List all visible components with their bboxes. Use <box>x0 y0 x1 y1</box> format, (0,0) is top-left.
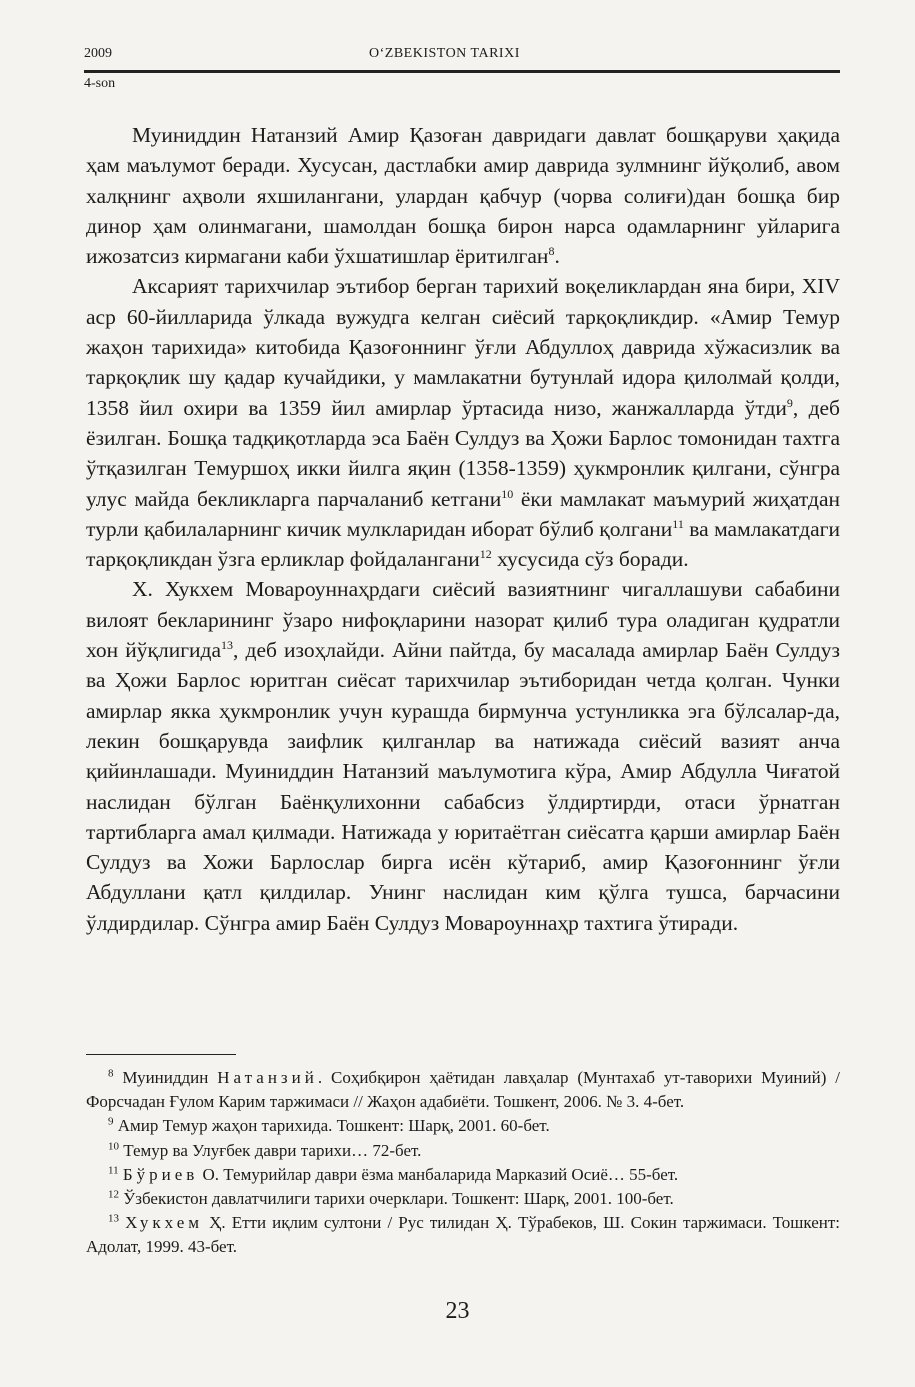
footnote-text: Амир Темур жаҳон тарихида. Тошкент: Шарқ, 2001. 60-бет. <box>117 1116 550 1136</box>
footnote-ref: 10 <box>501 486 514 501</box>
footnote-10 <box>86 1139 840 1163</box>
footnote-author-spaced: Бўриев <box>122 1164 199 1184</box>
footnote-ref: 8 <box>548 244 555 259</box>
footnote-ref: 13 <box>221 637 234 652</box>
footnote-author: Муиниддин <box>122 1068 209 1087</box>
paragraph-text: , деб изоҳлайди. Айни пайтда, бу масалада амирлар Баён Сулдуз ва Ҳожи Барлос юритган сиёсат тарихчилар эътиборидан четда қолган. Чунки амирлар якка ҳукмронлик учун курашда бирмунча устунликка эга бўлсалар-да, лекин бошқарувда заифлик қилганлар ва натижада сиёсий вазият анча қийинлашади. Муиниддин Натанзий маълумотига кўра, Амир Абдулла Чиғатой наслидан бўлган Баёнқулихонни сабабсиз ўлдиртирди, отаси ўрнатган тартибларга амал қилмади. Натижада у юритаётган сиёсатга қарши амирлар Баён Сулдуз ва Хожи Барлослар бирга исён кўтариб, амир Қазоғоннинг ўғли Абдуллани қатл қилдилар. Унинг наслидан ким қўлга тушса, барчасини ўлдирдилар. Сўнгра амир Баён Сулдуз Мовароуннаҳр тахтига ўтиради. <box>86 638 840 935</box>
paragraph-2 <box>86 271 840 574</box>
footnote-number: 13 <box>108 1212 119 1225</box>
footnote-ref: 12 <box>479 547 492 561</box>
footnote-8 <box>86 1066 840 1114</box>
footnote-number: 9 <box>108 1115 114 1128</box>
footnote-author-spaced: Натанзий <box>217 1068 318 1087</box>
footnote-number: 11 <box>108 1164 119 1177</box>
paragraph-text: Аксарият тарихчилар эътибор берган тарихий воқеликлардан яна бири, XIV аср 60-йилларида ўлкада вужудга келган сиёсий тарқоқликдир. «Амир Темур жаҳон тарихида» китобида Қазоғоннинг ўғли Абдуллоҳ даврида хўжасизлик ва тарқоқлик шу қадар кучайдики, у мамлакатни бутунлай идора қилолмай қолди, 1358 йил охири ва 1359 йил амирлар ўртасида низо, жанжалларда ўтди <box>86 274 840 420</box>
footnote-number: 8 <box>108 1067 114 1080</box>
article-body <box>86 120 840 938</box>
footnote-ref: 9 <box>786 395 793 410</box>
running-header <box>84 40 840 92</box>
paragraph-text: хусусида сўз боради. <box>491 547 689 572</box>
footnotes <box>86 1066 840 1260</box>
paragraph-text: , деб ёзилган. Бошқа тадқиқотларда эса Баён Сулдуз ва Ҳожи Барлос томонидан тахтга ўтқазилган Темуршоҳ икки йилга яқин (1358-1359) ҳукмронлик қилгани, сўнгра улус майда бекликларга парчаланиб кетгани <box>86 395 840 511</box>
footnote-11 <box>86 1163 840 1187</box>
paragraph-text: ва мамлакатдаги тарқоқликдан ўзга ерликлар фойдалангани <box>86 516 840 572</box>
journal-title: O‘ZBEKISTON TARIXI <box>369 46 520 61</box>
footnote-author-spaced: Хукхем <box>125 1213 204 1233</box>
footnote-9 <box>86 1114 840 1138</box>
footnote-ref: 11 <box>672 516 684 531</box>
header-rule <box>84 70 840 73</box>
footnote-number: 10 <box>108 1139 119 1152</box>
paragraph-text: . <box>554 244 560 269</box>
footnote-13 <box>86 1211 840 1259</box>
footnote-number: 12 <box>108 1188 119 1201</box>
header-year: 2009 <box>84 46 112 61</box>
footnote-text: Ўзбекистон давлатчилиги тарихи очерклари. Тошкент: Шарқ, 2001. 100-бет. <box>123 1189 674 1209</box>
paragraph-3 <box>86 574 840 938</box>
footnote-text: О. Темурийлар даври ёзма манбаларида Марказий Осиё… 55-бет. <box>198 1164 679 1184</box>
footnote-text: . Соҳибқирон ҳаётидан лавҳалар (Мунтахаб ут-таворихи Муиний) / Форсчадан Ғулом Карим таржимаси // Жаҳон адабиёти. Тошкент, 2006. № 3. 4-бет. <box>86 1068 840 1112</box>
page-number: 23 <box>445 1298 470 1324</box>
paragraph-text: Х. Хукхем Мовароуннаҳрдаги сиёсий вазиятнинг чигаллашуви сабабини вилоят бекларининг ўзаро нифоқларини назорат қилиб тура оладиган қудратли хон йўқлигида <box>86 577 840 663</box>
paragraph-text: ёки мамлакат маъмурий жиҳатдан турли қабилаларнинг кичик мулкларидан иборат бўлиб қолгани <box>86 486 840 541</box>
paragraph-text: Муиниддин Натанзий Амир Қазоған давридаги давлат бошқаруви ҳақида ҳам маълумот беради. Хусусан, дастлабки амир даврида зулмнинг йўқолиб, авом халқнинг аҳволи яхшилангани, улардан қабчур (чорва солиғи)дан бошқа бир динор ҳам олинмагани, шамолдан бошқа бирон нарса одамларнинг уйларига ижозатсиз кирмагани каби ўхшатишлар ёритилган <box>86 123 840 269</box>
footnote-separator <box>86 1054 236 1055</box>
footnote-text: Ҳ. Етти иқлим султони / Рус тилидан Ҳ. Тўрабеков, Ш. Сокин таржимаси. Тошкент: Адолат, 1999. 43-бет. <box>86 1213 841 1257</box>
footnote-text: Темур ва Улуғбек даври тарихи… 72-бет. <box>123 1140 422 1160</box>
header-issue: 4-son <box>84 76 116 91</box>
paragraph-1 <box>86 120 840 271</box>
footnote-12 <box>86 1187 840 1211</box>
